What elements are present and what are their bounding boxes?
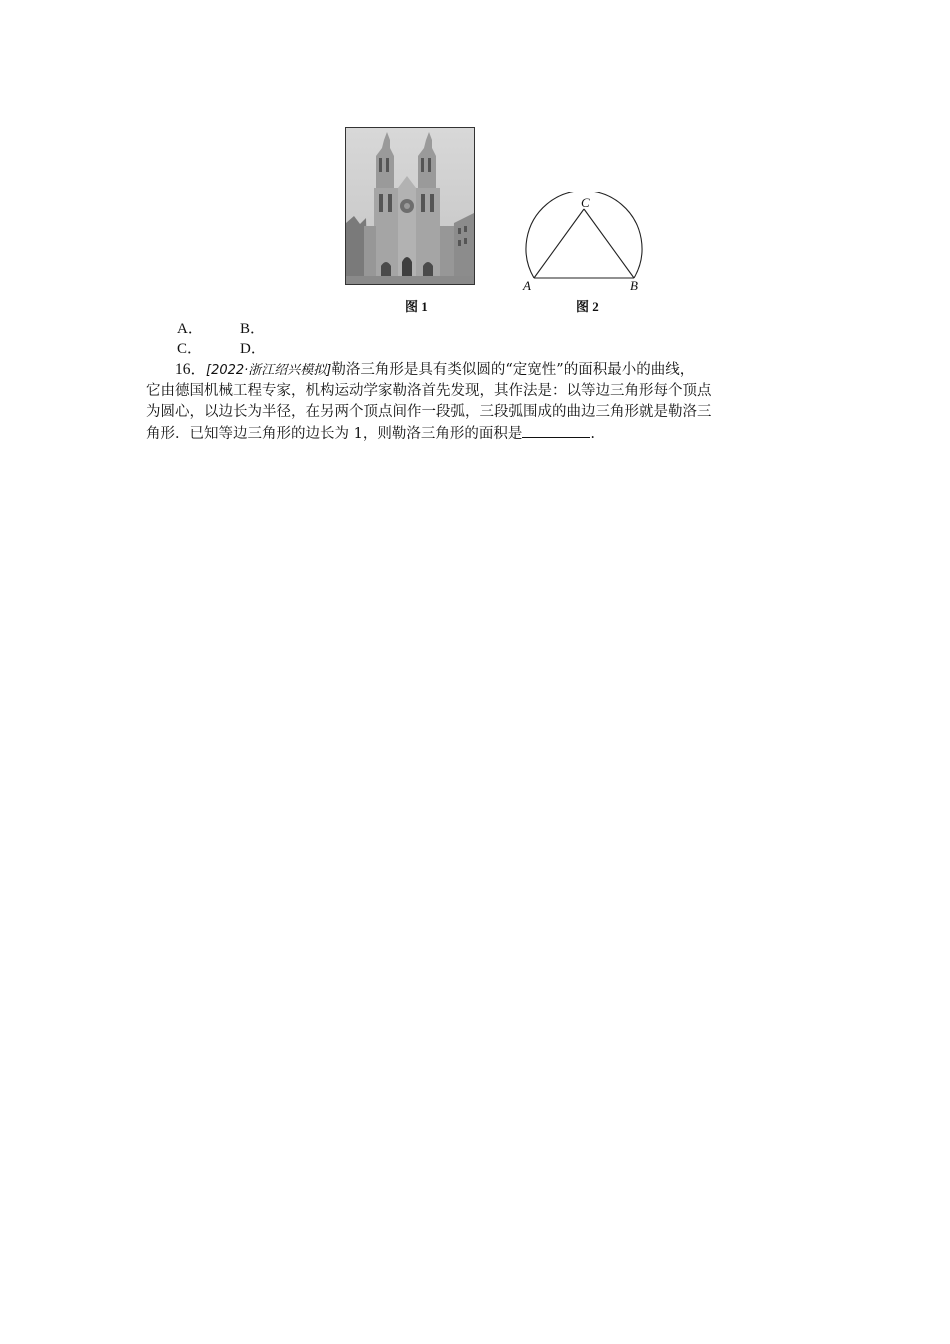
problem-line-1 bbox=[146, 359, 816, 381]
problem-16 bbox=[146, 359, 816, 445]
problem-text-4-end: . bbox=[590, 426, 595, 442]
problem-line-4 bbox=[146, 423, 816, 445]
option-a: A． bbox=[177, 321, 203, 337]
option-d: D． bbox=[240, 341, 266, 357]
figure-2-diagram bbox=[518, 192, 648, 292]
option-c: C． bbox=[177, 341, 203, 357]
problem-text-1: 勒洛三角形是具有类似圆的“定宽性”的面积最小的曲线， bbox=[331, 362, 695, 378]
point-b-label: B bbox=[630, 278, 638, 293]
option-b: B． bbox=[240, 321, 266, 337]
point-a-label: A bbox=[523, 278, 531, 293]
problem-source: [2022·浙江绍兴模拟] bbox=[206, 363, 332, 378]
figure-2-caption: 图 2 bbox=[576, 299, 599, 314]
answer-blank[interactable] bbox=[522, 423, 590, 438]
figure-1-caption: 图 1 bbox=[405, 299, 428, 314]
problem-line-3: 为圆心，以边长为半径，在另两个顶点间作一段弧，三段弧围成的曲边三角形就是勒洛三 bbox=[146, 404, 712, 420]
point-c-label: C bbox=[581, 195, 590, 210]
problem-line-2: 它由德国机械工程专家，机构运动学家勒洛首先发现，其作法是：以等边三角形每个顶点 bbox=[146, 383, 712, 399]
problem-text-4: 角形．已知等边三角形的边长为 1，则勒洛三角形的面积是 bbox=[146, 426, 523, 442]
cathedral-photo bbox=[345, 127, 475, 285]
problem-number: 16． bbox=[175, 361, 207, 378]
